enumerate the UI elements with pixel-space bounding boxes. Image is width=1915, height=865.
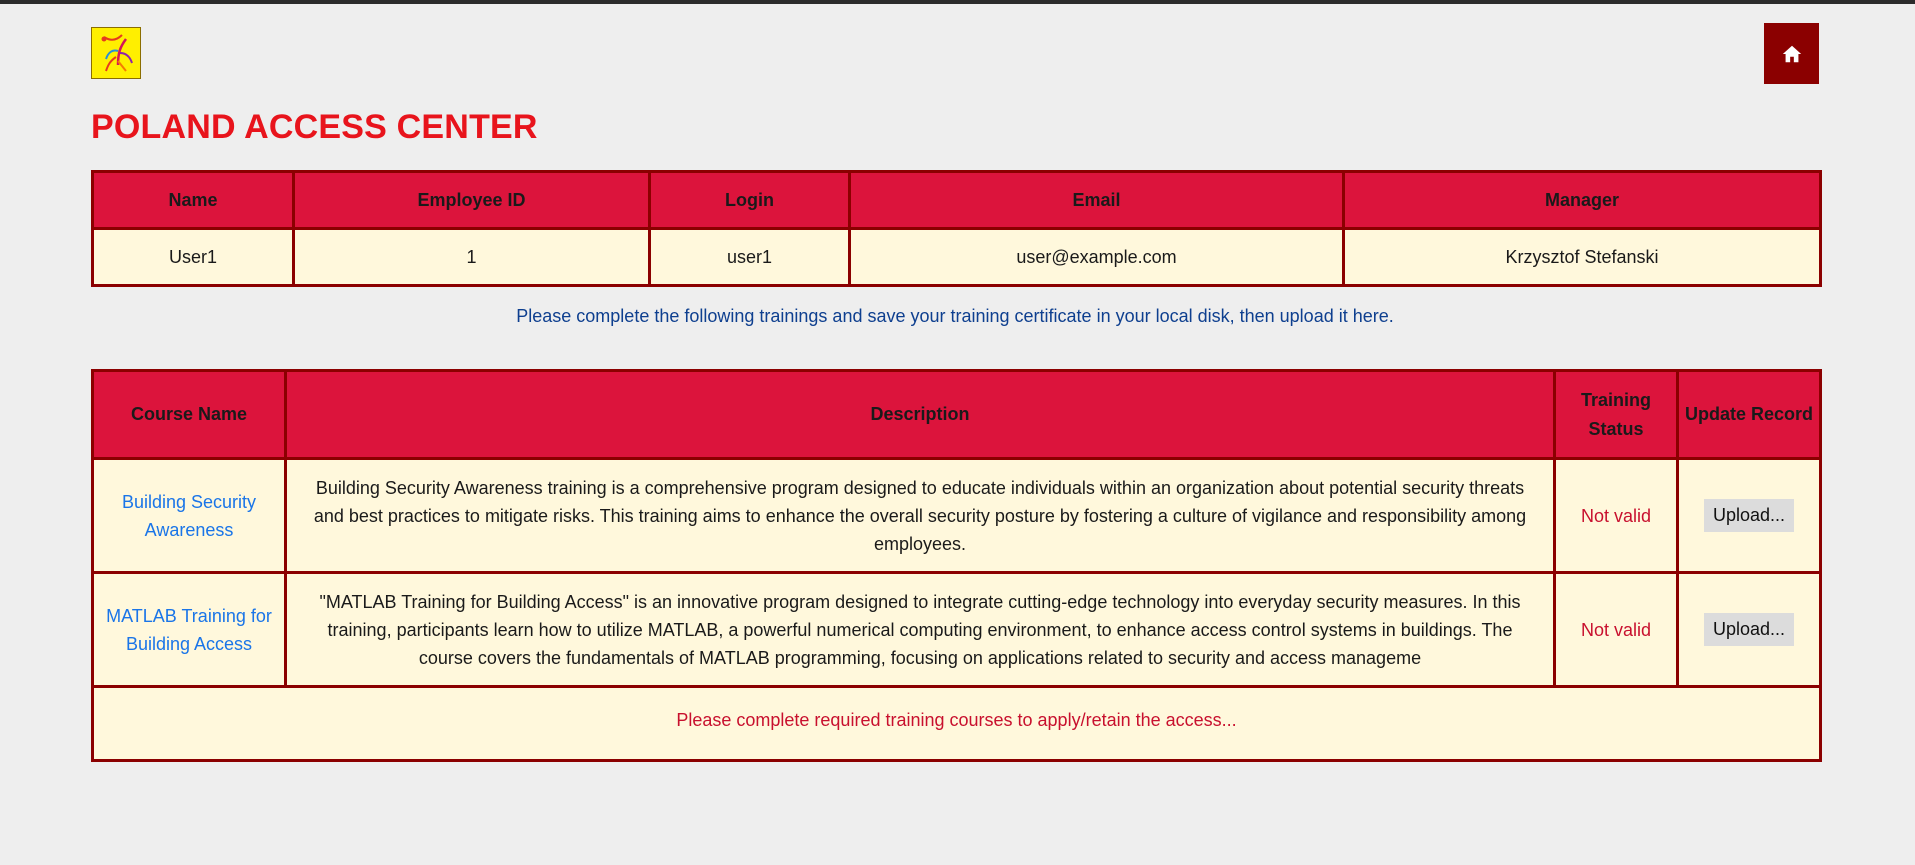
header-employee-id: Employee ID <box>294 172 650 229</box>
home-button[interactable] <box>1764 23 1819 84</box>
table-row <box>93 229 1821 286</box>
user-table-header-row <box>93 172 1821 229</box>
user-info-table <box>91 170 1822 287</box>
phoenix-logo-icon <box>96 31 136 75</box>
header-name: Name <box>93 172 294 229</box>
course-description: Building Security Awareness training is a comprehensive program designed to educate individuals within an organization about potential security threats and best practices to mitigate risks. This training aims to enhance the overall security posture by fostering a culture of vigilance and responsibility among employees. <box>286 459 1555 573</box>
user-email: user@example.com <box>850 229 1344 286</box>
home-icon <box>1781 43 1803 65</box>
table-row <box>93 573 1821 687</box>
course-link-matlab[interactable]: MATLAB Training for Building Access <box>106 605 272 654</box>
footer-message: Please complete required training courses to apply/retain the access... <box>93 687 1821 761</box>
footer-row <box>93 687 1821 761</box>
instructions-text: Please complete the following trainings and save your training certificate in your local disk, then upload it here. <box>516 306 1394 326</box>
header-email: Email <box>850 172 1344 229</box>
header-login: Login <box>650 172 850 229</box>
header-update-record: Update Record <box>1678 371 1821 459</box>
update-record-cell <box>1678 459 1821 573</box>
upload-button[interactable]: Upload... <box>1704 499 1794 532</box>
training-status: Not valid <box>1555 573 1678 687</box>
upload-button[interactable]: Upload... <box>1704 613 1794 646</box>
table-row <box>93 459 1821 573</box>
header-manager: Manager <box>1344 172 1821 229</box>
course-table <box>91 369 1822 762</box>
user-login: user1 <box>650 229 850 286</box>
course-name-cell <box>93 573 286 687</box>
course-description: "MATLAB Training for Building Access" is an innovative program designed to integrate cutting-edge technology into everyday security measures. In this training, participants learn how to utilize MATLAB, a powerful numerical computing environment, to enhance access control systems in buildings. The course covers the fundamentals of MATLAB programming, focusing on applications related to security and access manageme <box>286 573 1555 687</box>
user-manager: Krzysztof Stefanski <box>1344 229 1821 286</box>
course-table-header-row <box>93 371 1821 459</box>
training-status: Not valid <box>1555 459 1678 573</box>
header-training-status: Training Status <box>1555 371 1678 459</box>
update-record-cell <box>1678 573 1821 687</box>
page-title: POLAND ACCESS CENTER <box>91 108 538 146</box>
header-description: Description <box>286 371 1555 459</box>
header-course-name: Course Name <box>93 371 286 459</box>
browser-top-bar <box>0 0 1915 4</box>
user-name: User1 <box>93 229 294 286</box>
logo[interactable] <box>91 27 141 79</box>
course-link-building-security[interactable]: Building Security Awareness <box>121 491 257 540</box>
course-name-cell <box>93 459 286 573</box>
user-employee-id: 1 <box>294 229 650 286</box>
